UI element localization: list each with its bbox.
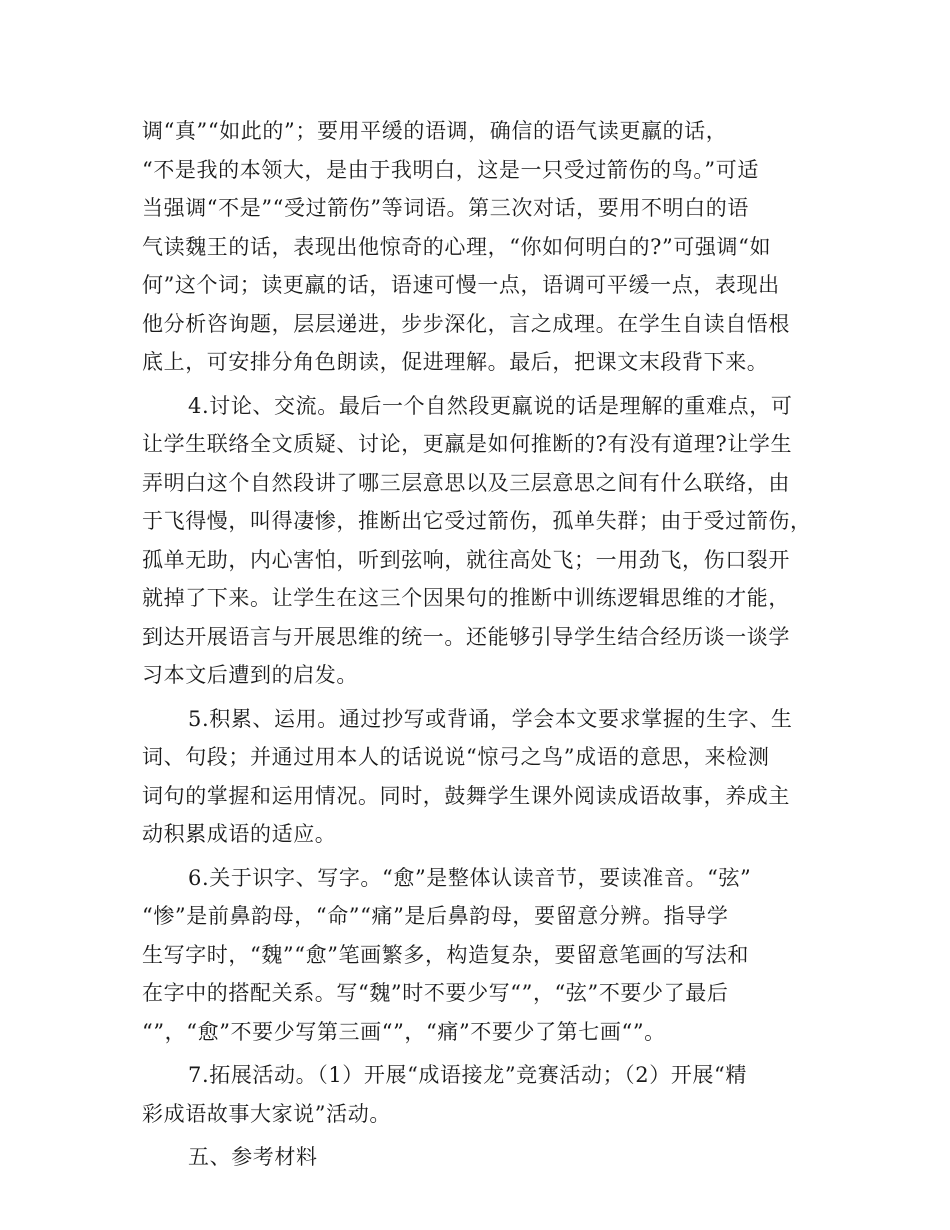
text-line: 在字中的搭配关系。写“魏”时不要少写“”，“弦”不要少了最后 <box>142 981 729 1005</box>
text-line: 弄明白这个自然段讲了哪三层意思以及三层意思之间有什么联络，由 <box>142 470 790 495</box>
text-line: 7.拓展活动。（1）开展“成语接龙”竞赛活动；（2）开展“精 <box>188 1063 747 1087</box>
text-line: “不是我的本领大，是由于我明白，这是一只受过箭伤的鸟。”可适 <box>142 157 759 182</box>
text-line: “惨”是前鼻韵母，“命”“痛”是后鼻韵母，要留意分辨。指导学 <box>142 904 729 928</box>
section-heading <box>142 1138 822 1177</box>
text-line: 气读魏王的话，表现出他惊奇的心理，“你如何明白的?”可强调“如 <box>142 234 772 259</box>
text-line: 生写字时，“魏”“愈”笔画繁多，构造复杂，要留意笔画的写法和 <box>142 942 749 967</box>
text-line: 就掉了下来。让学生在这三个因果句的推断中训练逻辑思维的才能， <box>142 586 790 610</box>
text-line: “”，“愈”不要少写第三画“”，“痛”不要少了第七画“”。 <box>142 1019 666 1044</box>
text-line: 到达开展语言与开展思维的统一。还能够引导学生结合经历谈一谈学 <box>142 624 790 649</box>
paragraph-extension <box>142 1056 822 1133</box>
text-line: 5.积累、运用。通过抄写或背诵，学会本文要求掌握的生字、生 <box>188 706 793 731</box>
text-line: 让学生联络全文质疑、讨论，更羸是如何推断的?有没有道理?让学生 <box>142 432 793 456</box>
paragraph-accumulation <box>142 700 822 854</box>
text-line: 动积累成语的适应。 <box>142 822 337 846</box>
heading-text: 五、参考材料 <box>188 1145 318 1169</box>
text-line: 6.关于识字、写字。“愈”是整体认读音节，要读准音。“弦” <box>188 865 752 890</box>
paragraph-discussion <box>142 387 822 695</box>
text-line: 4.讨论、交流。最后一个自然段更羸说的话是理解的重难点，可 <box>188 393 793 418</box>
text-line: 词、句段；并通过用本人的话说说“惊弓之鸟”成语的意思，来检测 <box>142 745 770 769</box>
text-line: 于飞得慢，叫得凄惨，推断出它受过箭伤，孤单失群；由于受过箭伤， <box>142 509 812 533</box>
text-line: 习本文后遭到的启发。 <box>142 663 358 687</box>
text-line: 词句的掌握和运用情况。同时，鼓舞学生课外阅读成语故事，养成主 <box>142 783 790 808</box>
text-line: 当强调“不是”“受过箭伤”等词语。第三次对话，要用不明白的语 <box>142 196 749 220</box>
text-line: 他分析咨询题，层层递进，步步深化，言之成理。在学生自读自悟根 <box>142 311 790 336</box>
paragraph-reading-guidance <box>142 112 822 382</box>
text-line: 底上，可安排分角色朗读，促进理解。最后，把课文末段背下来。 <box>142 350 769 374</box>
paragraph-literacy <box>142 859 822 1052</box>
text-line: 何”这个词；读更羸的话，语速可慢一点，语调可平缓一点，表现出 <box>142 273 780 297</box>
text-line: 调“真”“如此的”；要用平缓的语调，确信的语气读更羸的话， <box>142 119 728 143</box>
document-page <box>142 112 822 1177</box>
text-line: 孤单无助，内心害怕，听到弦响，就往高处飞；一用劲飞，伤口裂开 <box>142 547 790 572</box>
text-line: 彩成语故事大家说”活动。 <box>142 1101 391 1126</box>
